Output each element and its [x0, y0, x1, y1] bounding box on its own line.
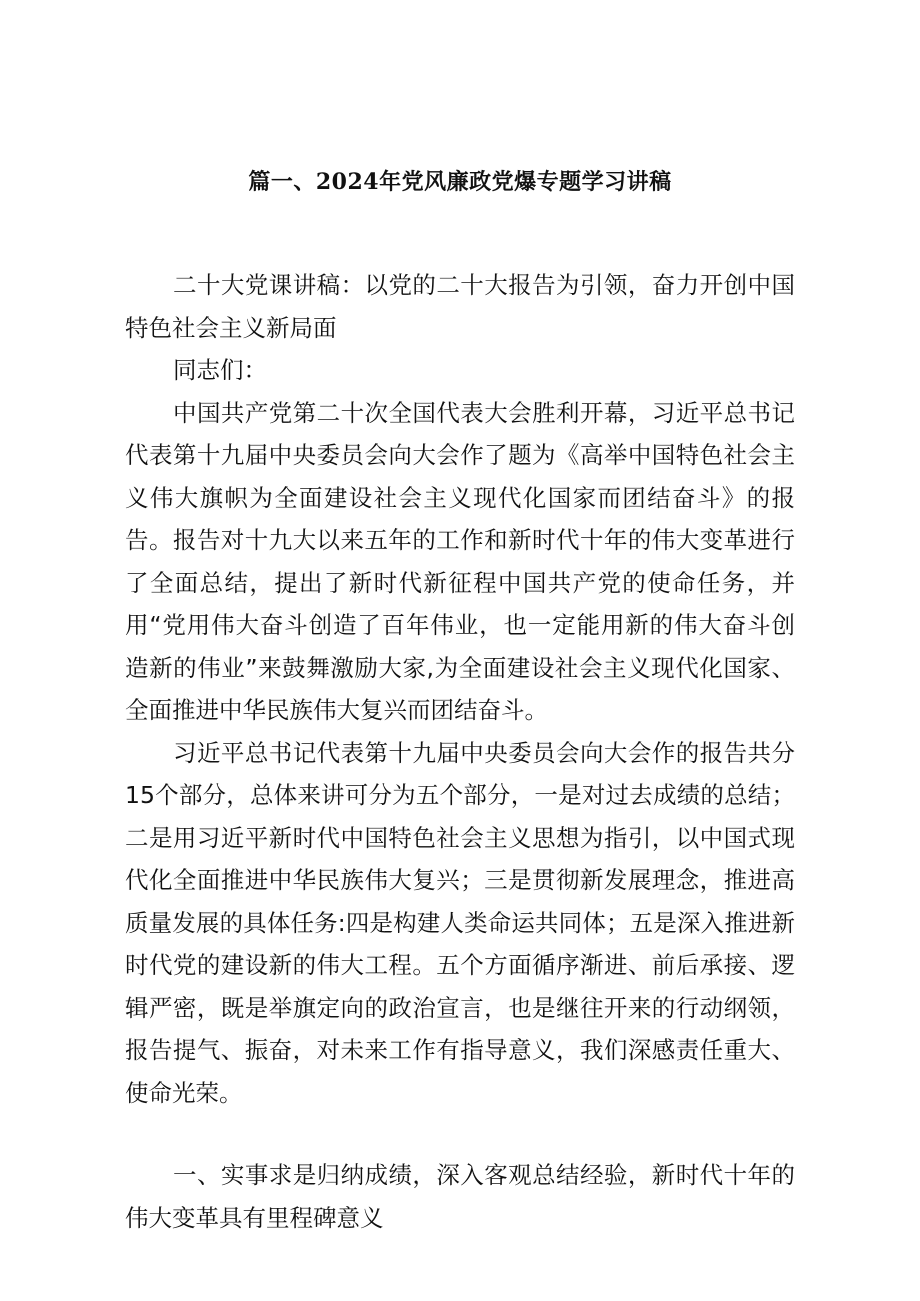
speech-title-paragraph: 二十大党课讲稿：以党的二十大报告为引领，奋力开创中国特色社会主义新局面: [125, 271, 795, 342]
body-paragraph-2: 习近平总书记代表第十九届中央委员会向大会作的报告共分15个部分，总体来讲可分为五个部分，一是对过去成绩的总结；二是用习近平新时代中国特色社会主义思想为指引，以中国式现代化全面推进中华民族伟大复兴；三是贯彻新发展理念，推进高质量发展的具体任务:四是构建人类命运共同体；五是深入推进新时代党的建设新的伟大工程。五个方面循序渐进、前后承接、逻辑严密，既是举旗定向的政治宣言，也是继往开来的行动纲领，报告提气、振奋，对未来工作有指导意义，我们深感责任重大、使命光荣。: [125, 738, 795, 1107]
document-title: 篇一、2024年党风廉政党爆专题学习讲稿: [248, 169, 672, 195]
section-heading-1: 一、实事求是归纳成绩，深入客观总结经验，新时代十年的伟大变革具有里程碑意义: [125, 1161, 795, 1232]
document-body: [125, 264, 795, 1239]
salutation-paragraph: 同志们：: [173, 356, 267, 384]
body-paragraph-1: 中国共产党第二十次全国代表大会胜利开幕，习近平总书记代表第十九届中央委员会向大会作了题为《高举中国特色社会主义伟大旗帜为全面建设社会主义现代化国家而团结奋斗》的报告。报告对十九大以来五年的工作和新时代十年的伟大变革进行了全面总结，提出了新时代新征程中国共产党的使命任务，并用“党用伟大奋斗创造了百年伟业，也一定能用新的伟大奋斗创造新的伟业”来鼓舞激励大家,为全面建设社会主义现代化国家、全面推进中华民族伟大复兴而团结奋斗。: [125, 398, 795, 724]
